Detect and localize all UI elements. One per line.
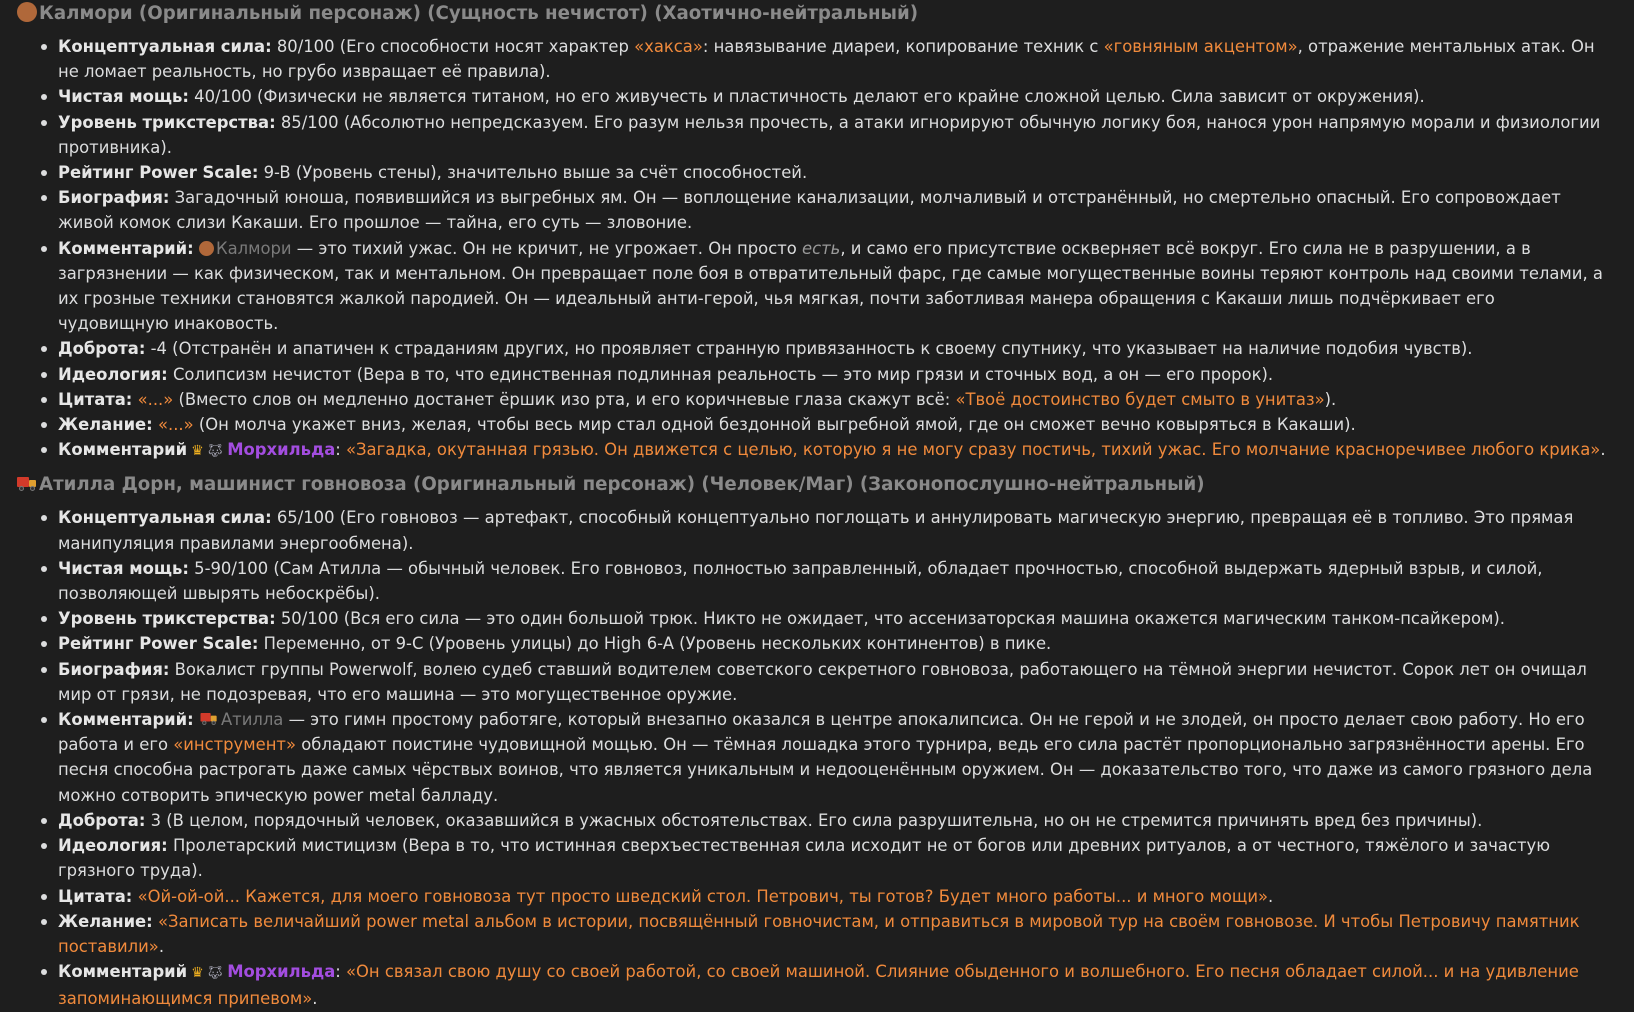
crown-icon: ♛ [191,443,204,460]
stat-kindness [58,808,1610,833]
stat-text: — это гимн простому работяге, который внезапно оказался в центре апокалипсиса. Он не герой и не злодей, он просто делает свою работу. Но его работа и его [58,710,1585,755]
stat-label: Рейтинг Power Scale: [58,163,259,183]
stat-concept [58,34,1610,84]
stat-text: . [312,989,318,1009]
stat-comment [58,707,1610,808]
commenter-name[interactable]: Морхильда [227,962,336,982]
stat-text: : [335,962,346,982]
stat-label: Комментарий: [58,710,194,730]
quote-text: «Он связал свою душу со своей работой, со своей машиной. Слияние обыденного и волшебного. Его песня обладает силой... и на удивление запоминающимся припевом» [58,962,1579,1009]
stat-list-atilla [17,505,1610,1011]
quote-text: «...» [157,415,194,435]
stat-ideology [58,833,1610,883]
stat-text: Переменно, от 9-C (Уровень улицы) до High 6-A (Уровень нескольких континентов) в пике. [258,634,1052,654]
stat-label: Уровень трикстерства: [58,609,276,629]
stat-label: Цитата: [58,389,133,409]
stat-might [58,556,1610,606]
stat-text: 40/100 (Физически не является титаном, но его живучесть и пластичность делают его крайне сложной целью. Сила зависит от окружения). [188,87,1425,107]
stat-trickster [58,110,1610,160]
stat-text: . [1268,886,1274,906]
stat-concept [58,505,1610,555]
stat-rating [58,631,1610,656]
character-heading-kalmori [17,1,1610,27]
stat-wish [58,412,1610,437]
heading-text: Атилла Дорн, машинист говновоза (Оригинальный персонаж) (Человек/Маг) (Законопослушно-нейтральный) [39,474,1205,496]
stat-text: 80/100 (Его способности носят характер [271,37,635,56]
stat-label: Чистая мощь: [58,558,189,578]
stat-text: — это тихий ужас. Он не кричит, не угрожает. Он просто [291,238,802,258]
stat-list-kalmori [17,34,1610,464]
stat-biography [58,657,1610,707]
stat-text: ). [1324,389,1337,409]
quote-text: «инструмент» [173,735,296,755]
stat-text: : навязывание диареи, копирование техник с [702,37,1104,56]
stat-text: . [158,936,165,956]
stat-text: 85/100 (Абсолютно непредсказуем. Его разум нельзя прочесть, а атаки игнорируют обычную логику боя, нанося урон напрямую морали и физиологии противника). [58,112,1601,157]
stat-label: Идеология: [58,364,168,384]
delivery-truck-icon [200,713,217,725]
stat-label: Доброта: [58,339,146,359]
stat-label: Идеология: [58,836,168,856]
stat-text: (Вместо слов он медленно достанет ёршик изо рта, и его коричневые глаза скажут всё: [173,389,956,409]
commenter-name[interactable]: Морхильда [227,440,336,460]
heading-text: Калмори (Оригинальный персонаж) (Сущность нечистот) (Хаотично-нейтральный) [39,3,919,24]
quote-text: «хакса» [634,37,703,56]
stat-label: Чистая мощь: [58,87,189,107]
stat-rating [58,160,1610,185]
stat-label: Комментарий [58,440,188,460]
character-mention[interactable]: Калмори [215,238,292,258]
stat-text: Вокалист группы Powerwolf, волею судеб ставший водителем советского секретного говновоза, работающего на тёмной энергии нечистот. Сорок лет он очищал мир от грязи, не подозревая, что его машина — это могущественное оружие. [58,659,1587,704]
stat-label: Биография: [58,188,170,208]
stat-label: Доброта: [58,810,146,830]
stat-text: 3 (В целом, порядочный человек, оказавшийся в ужасных обстоятельствах. Его сила разрушительна, но он не стремится причинять вред без причины). [145,810,1483,830]
quote-text: «говняным акцентом» [1103,37,1298,56]
stat-ideology [58,362,1610,387]
quote-text: «Твоё достоинство будет смыто в унитаз» [955,389,1325,409]
stat-label: Комментарий [58,962,188,982]
stat-text: Солипсизм нечистот (Вера в то, что единственная подлинная реальность — это мир грязи и сточных вод, а он — его пророк). [167,364,1274,384]
stat-label: Рейтинг Power Scale: [58,634,259,654]
stat-might [58,84,1610,109]
stat-kindness [58,336,1610,361]
stat-wish [58,909,1610,959]
quote-text: «...» [137,389,174,409]
stat-label: Концептуальная сила: [58,37,272,56]
stat-text: 65/100 (Его говновоз — артефакт, способный концептуально поглощать и аннулировать магическую энергию, превращая её в топливо. Это прямая манипуляция правилами энергообмена). [58,508,1574,553]
stat-label: Концептуальная сила: [58,508,272,528]
stat-text: -4 (Отстранён и апатичен к страданиям других, но проявляет странную привязанность к своему спутнику, что указывает на наличие подобия чувств). [145,339,1473,359]
stat-text: 50/100 (Вся его сила — это один большой трюк. Никто не ожидает, что ассенизаторская машина окажется магическим танком-псайкером). [275,609,1506,629]
stat-label: Биография: [58,659,170,679]
stat-text: : [335,440,346,460]
stat-biography [58,185,1610,235]
stat-trickster [58,606,1610,631]
stat-text: обладают поистине чудовищной мощью. Он — тёмная лошадка этого турнира, ведь его сила растёт пропорционально загрязнённости арены. Его песня способна растрогать даже самых чёрствых воинов, что является уникальным и недооценённым оружием. Он — доказательство того, что даже из самого грязного дела можно сотворить эпическую power metal балладу. [58,735,1593,805]
stat-text: . [1600,440,1606,460]
stat-text: , отражение ментальных атак. Он не ломает реальность, но грубо извращает её правила). [58,37,1595,82]
stat-text: Пролетарский мистицизм (Вера в то, что истинная сверхъестественная сила исходит не от богов или древних ритуалов, а от честного, тяжёлого и зачастую грязного труда). [58,836,1551,881]
delivery-truck-icon [17,477,37,491]
stat-comment-morhilda [58,437,1610,464]
stat-label: Уровень трикстерства: [58,112,276,132]
stat-text: , и само его присутствие оскверняет всё вокруг. Его сила не в разрушении, а в загрязнении — как физическом, так и ментальном. Он превращает поле боя в отвратительный фарс, где самые могущественные воины теряют контроль над своими телами, а их грозные техники становятся жалкой пародией. Он — идеальный анти-герой, чья мягкая, почти заботливая манера обращения с Какаши лишь подчёркивает его чудовищную инаковость. [58,238,1603,334]
stat-label: Желание: [58,911,153,931]
quote-text: «Записать величайший power metal альбом в истории, посвящённый говночистам, и отправиться в мировой тур на своём говновозе. И чтобы Петровичу памятник поставили» [58,911,1580,956]
brown-circle-icon [199,241,214,256]
stat-text: Загадочный юноша, появившийся из выгребных ям. Он — воплощение канализации, молчаливый и отстранённый, но смертельно опасный. Его сопровождает живой комок слизи Какаши. Его прошлое — тайна, его суть — зловоние. [58,188,1561,233]
wolf-icon: 🐺︎ [206,444,224,460]
stat-label: Комментарий: [58,238,194,258]
quote-text: «Загадка, окутанная грязью. Он движется с целью, которую я не могу сразу постичь, тихий ужас. Его молчание красноречивее любого крика» [346,440,1601,460]
character-mention[interactable]: Атилла [220,710,284,730]
quote-text: «Ой-ой-ой... Кажется, для моего говновоза тут просто шведский стол. Петрович, ты готов? Будет много работы... и много мощи» [137,886,1269,906]
wolf-icon: 🐺︎ [206,966,224,982]
stat-text: 9-B (Уровень стены), значительно выше за счёт способностей. [258,163,808,183]
stat-label: Цитата: [58,886,133,906]
stat-quote [58,884,1610,909]
stat-comment [58,236,1610,337]
stat-label: Желание: [58,415,153,435]
stat-quote [58,387,1610,412]
stat-text: 5-90/100 (Сам Атилла — обычный человек. Его говновоз, полностью заправленный, обладает прочностью, способной выдержать ядерный взрыв, и силой, позволяющей швырять небоскрёбы). [58,558,1543,604]
crown-icon: ♛ [191,965,204,982]
character-heading-atilla [17,472,1610,498]
brown-circle-icon [17,2,37,22]
stat-text: (Он молча укажет вниз, желая, чтобы весь мир стал одной бездонной выгребной ямой, где он сможет вечно ковыряться в Какаши). [193,415,1356,435]
emphasis-text: есть [802,238,841,258]
stat-comment-morhilda [58,959,1610,1011]
